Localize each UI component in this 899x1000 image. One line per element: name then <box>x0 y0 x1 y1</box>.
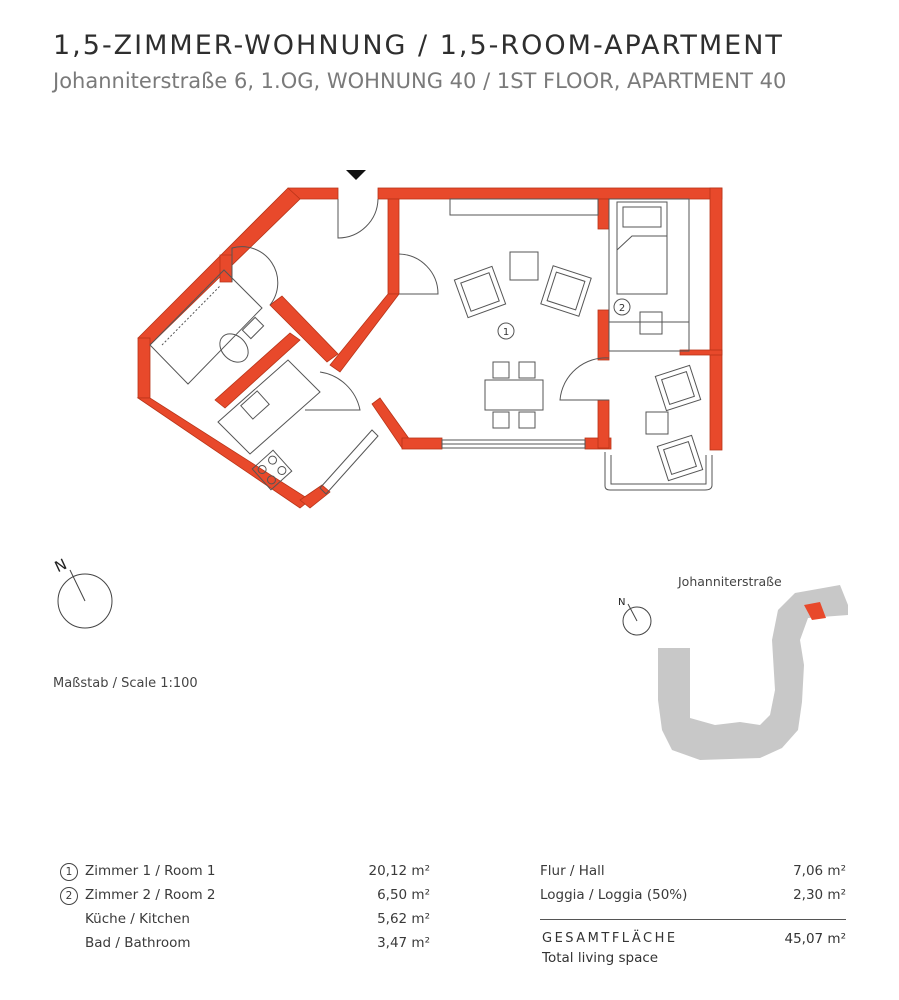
wall-diagonal-sw <box>138 398 310 508</box>
street-label: Johanniterstraße <box>678 574 782 589</box>
legend-label: Flur / Hall <box>540 863 605 879</box>
total-sublabel: Total living space <box>542 950 659 966</box>
sink <box>241 391 269 419</box>
legend-label: Bad / Bathroom <box>85 935 191 951</box>
legend-value: 7,06 m² <box>793 863 846 879</box>
legend-value: 2,30 m² <box>793 887 846 903</box>
wall-diagonal-inner <box>330 294 399 372</box>
svg-text:N: N <box>51 555 70 577</box>
room-number-badge: 2 <box>60 887 78 905</box>
legend-label: Zimmer 2 / Room 2 <box>85 887 216 903</box>
room-marker-1 <box>498 323 514 339</box>
wall-bath-top <box>220 255 232 282</box>
room-number-badge: 1 <box>60 863 78 881</box>
legend-value: 6,50 m² <box>377 887 430 903</box>
loggia-table <box>646 412 668 434</box>
wall-room1-room2-top <box>598 199 609 229</box>
windows <box>320 199 712 494</box>
door-room1 <box>399 254 438 294</box>
wall-left <box>138 338 150 398</box>
wall-diagonal-nw <box>138 188 300 345</box>
window-kitchen <box>320 430 378 494</box>
total-label: GESAMTFLÄCHE <box>542 931 678 946</box>
side-table <box>640 312 662 334</box>
legend-row-loggia <box>540 886 846 910</box>
room2-alcove <box>609 199 689 351</box>
svg-text:2: 2 <box>618 303 626 314</box>
wardrobe-room1 <box>450 199 598 215</box>
door-kitchen <box>305 372 360 410</box>
legend-value: 20,12 m² <box>368 863 430 879</box>
area-legend-right <box>540 862 846 910</box>
door-loggia <box>560 358 609 400</box>
entrance-arrow-icon <box>346 170 366 180</box>
bed-blanket <box>617 236 667 250</box>
north-compass-icon <box>52 555 112 628</box>
legend-row-room1 <box>60 862 430 886</box>
kitchen-counter <box>218 360 320 454</box>
wall-right <box>710 188 722 450</box>
cooktop <box>252 450 292 490</box>
legend-row-hall <box>540 862 846 886</box>
coffee-table <box>510 252 538 280</box>
site-north-compass-icon <box>618 597 651 635</box>
total-value: 45,07 m² <box>784 931 846 947</box>
legend-row-room2 <box>60 886 430 910</box>
page-subtitle: Johanniterstraße 6, 1.OG, WOHNUNG 40 / 1ST FLOOR, APARTMENT 40 <box>53 69 787 93</box>
wall-top-right <box>378 188 722 199</box>
room-marker-2 <box>614 299 630 315</box>
wall-hall-room1 <box>388 199 399 294</box>
bed-room2 <box>617 202 667 294</box>
area-legend-left <box>60 862 430 958</box>
legend-value: 3,47 m² <box>377 935 430 951</box>
toilet <box>214 328 254 368</box>
page-title: 1,5-ZIMMER-WOHNUNG / 1,5-ROOM-APARTMENT <box>53 30 784 61</box>
bed-pillow <box>623 207 661 227</box>
legend-label: Zimmer 1 / Room 1 <box>85 863 216 879</box>
dining-table <box>485 380 543 410</box>
wall-room1-loggia <box>598 400 609 448</box>
legend-label: Küche / Kitchen <box>85 911 190 927</box>
wall-bath-kitchen <box>215 333 300 408</box>
total-divider <box>540 919 846 920</box>
legend-row-kitchen <box>60 910 430 934</box>
legend-label: Loggia / Loggia (50%) <box>540 887 688 903</box>
legend-value: 5,62 m² <box>377 911 430 927</box>
svg-text:1: 1 <box>502 327 510 338</box>
site-map <box>658 585 848 760</box>
wall-room1-bottom-left <box>402 438 442 449</box>
wall-room1-room2-mid <box>598 310 609 360</box>
scale-label: Maßstab / Scale 1:100 <box>53 676 198 691</box>
svg-text:N: N <box>618 597 626 608</box>
legend-row-bathroom <box>60 934 430 958</box>
entrance-door <box>338 199 378 238</box>
